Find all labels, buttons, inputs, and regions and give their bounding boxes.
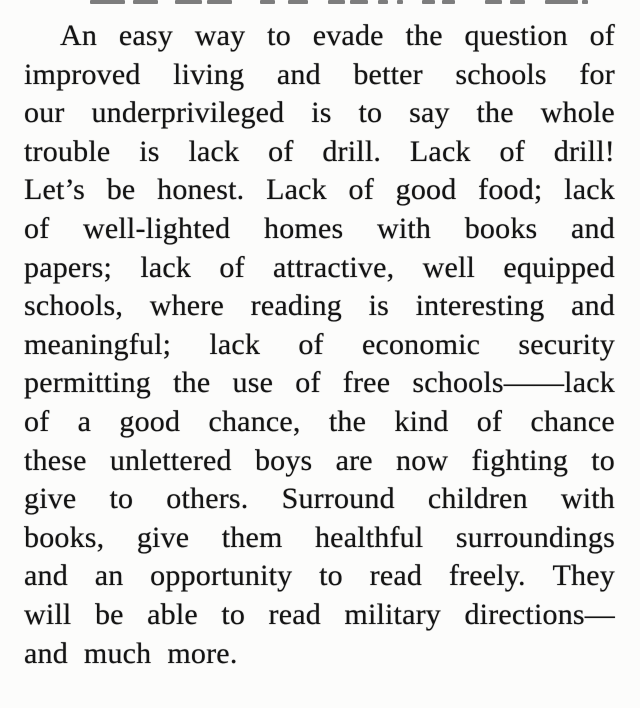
- word: good: [395, 173, 457, 207]
- text-line: [24, 58, 615, 97]
- cropped-letter-fragment: [90, 0, 125, 4]
- text-line: [24, 444, 615, 483]
- word: papers;: [24, 250, 113, 284]
- word: of: [589, 19, 615, 52]
- word: well-lighted: [83, 211, 231, 245]
- cropped-text-line: [0, 0, 640, 6]
- word: fighting: [471, 443, 569, 477]
- word: where: [149, 289, 225, 323]
- word: able: [147, 597, 198, 631]
- word: whole: [540, 96, 615, 130]
- word: the: [476, 96, 514, 130]
- word: and: [571, 289, 615, 323]
- word: give: [136, 520, 190, 554]
- word: of: [348, 173, 374, 207]
- word: of: [24, 211, 50, 245]
- word: homes: [264, 211, 344, 245]
- word: with: [376, 211, 432, 245]
- cropped-letter-fragment: [207, 0, 232, 4]
- word: of: [24, 404, 50, 438]
- text-line: [24, 482, 615, 521]
- text-line: [24, 637, 615, 676]
- word: unlettered: [109, 443, 232, 477]
- word: and: [571, 211, 615, 245]
- cropped-letter-fragment: [328, 0, 345, 4]
- word: improved: [24, 57, 141, 91]
- word: well: [422, 250, 476, 284]
- word: say: [409, 96, 450, 130]
- word: directions—: [464, 597, 615, 631]
- word: are: [335, 443, 373, 477]
- word: of: [298, 327, 324, 361]
- word: be: [94, 597, 124, 631]
- text-line: [24, 173, 615, 212]
- word: military: [344, 597, 442, 631]
- cropped-letter-fragment: [378, 0, 388, 4]
- text-line: [24, 328, 615, 367]
- word: living: [173, 57, 245, 91]
- text-line: [24, 521, 615, 560]
- word: Lack: [266, 173, 327, 207]
- word: Let’s: [24, 173, 85, 207]
- word: surroundings: [455, 520, 615, 554]
- word: permitting: [24, 366, 151, 400]
- word: economic: [361, 327, 481, 361]
- word: and: [24, 559, 68, 593]
- text-line: [24, 135, 615, 174]
- word: meaningful;: [24, 327, 172, 361]
- word: with: [560, 482, 615, 516]
- word: the: [328, 404, 367, 438]
- word: boys: [254, 443, 313, 477]
- word: read: [268, 597, 321, 631]
- cropped-letter-fragment: [397, 0, 403, 4]
- word: lack: [140, 250, 192, 284]
- word: the: [173, 366, 211, 400]
- text-line: [24, 559, 615, 598]
- text-line: [24, 366, 615, 405]
- word: of: [268, 134, 294, 168]
- word: healthful: [314, 520, 424, 554]
- word: lack: [188, 134, 240, 168]
- word: equipped: [503, 250, 615, 284]
- word: others.: [166, 482, 249, 516]
- word: honest.: [157, 173, 245, 207]
- word: be: [106, 173, 136, 207]
- word: schools,: [24, 289, 124, 323]
- text-line: [24, 598, 615, 637]
- word: lack: [209, 327, 261, 361]
- word: reading: [250, 289, 342, 323]
- word: these: [24, 443, 87, 477]
- word: will: [24, 597, 72, 631]
- cropped-letter-fragment: [288, 0, 308, 4]
- word: our: [24, 96, 65, 130]
- word: is: [139, 134, 160, 168]
- word: schools——lack: [412, 366, 615, 400]
- word: much: [83, 636, 152, 670]
- word: interesting: [415, 289, 545, 323]
- word: of: [476, 404, 503, 438]
- word: give: [24, 482, 77, 516]
- text-line: [24, 19, 615, 58]
- word: books: [464, 211, 538, 245]
- word: children: [427, 482, 528, 516]
- word: more.: [167, 636, 238, 670]
- word: to: [221, 597, 246, 631]
- word: to: [109, 482, 134, 516]
- cropped-letter-fragment: [350, 0, 368, 4]
- cropped-letter-fragment: [260, 0, 275, 4]
- word: the: [405, 19, 443, 52]
- text-line: [24, 251, 615, 290]
- word: is: [368, 289, 390, 323]
- cropped-letter-fragment: [510, 0, 525, 4]
- cropped-letter-fragment: [442, 0, 455, 4]
- word: use: [232, 366, 274, 400]
- word: to: [319, 559, 343, 593]
- word: drill!: [553, 134, 615, 168]
- word: chance: [530, 404, 615, 438]
- cropped-letter-fragment: [582, 0, 588, 4]
- cropped-letter-fragment: [545, 0, 578, 4]
- word: and: [276, 57, 321, 91]
- text-line: [24, 405, 615, 444]
- word: good: [119, 404, 181, 438]
- word: opportunity: [150, 559, 293, 593]
- word: way: [194, 19, 246, 52]
- word: chance,: [208, 404, 301, 438]
- word: easy: [118, 19, 173, 52]
- word: schools: [455, 57, 547, 91]
- word: question: [464, 19, 568, 52]
- word: food;: [478, 173, 543, 207]
- word: They: [552, 559, 615, 593]
- word: trouble: [24, 134, 111, 168]
- word: is: [311, 96, 332, 130]
- word: for: [579, 57, 615, 91]
- word: of: [499, 134, 525, 168]
- word: lack: [564, 173, 615, 207]
- word: now: [396, 443, 449, 477]
- text-line: [24, 96, 615, 135]
- word: an: [94, 559, 124, 593]
- word: to: [358, 96, 383, 130]
- word: to: [267, 19, 291, 52]
- word: books,: [24, 520, 105, 554]
- cropped-letter-fragment: [133, 0, 158, 4]
- word: security: [518, 327, 615, 361]
- word: kind: [394, 404, 449, 438]
- text-line: [24, 289, 615, 328]
- word: An: [60, 19, 98, 52]
- word: drill.: [322, 134, 382, 168]
- word: evade: [312, 19, 384, 52]
- cropped-letter-fragment: [485, 0, 502, 4]
- word: of: [295, 366, 321, 400]
- word: and: [24, 636, 68, 670]
- paragraph: [24, 19, 615, 675]
- word: free: [342, 366, 391, 400]
- cropped-letter-fragment: [422, 0, 435, 4]
- cropped-letter-fragment: [175, 0, 202, 4]
- word: Surround: [281, 482, 395, 516]
- text-line: [24, 212, 615, 251]
- word: them: [221, 520, 283, 554]
- word: a: [77, 404, 92, 438]
- word: better: [353, 57, 423, 91]
- word: attractive,: [273, 250, 395, 284]
- word: Lack: [409, 134, 471, 168]
- word: to: [591, 443, 615, 477]
- word: freely.: [448, 559, 526, 593]
- word: underprivileged: [91, 96, 285, 130]
- word: of: [219, 250, 245, 284]
- word: read: [369, 559, 423, 593]
